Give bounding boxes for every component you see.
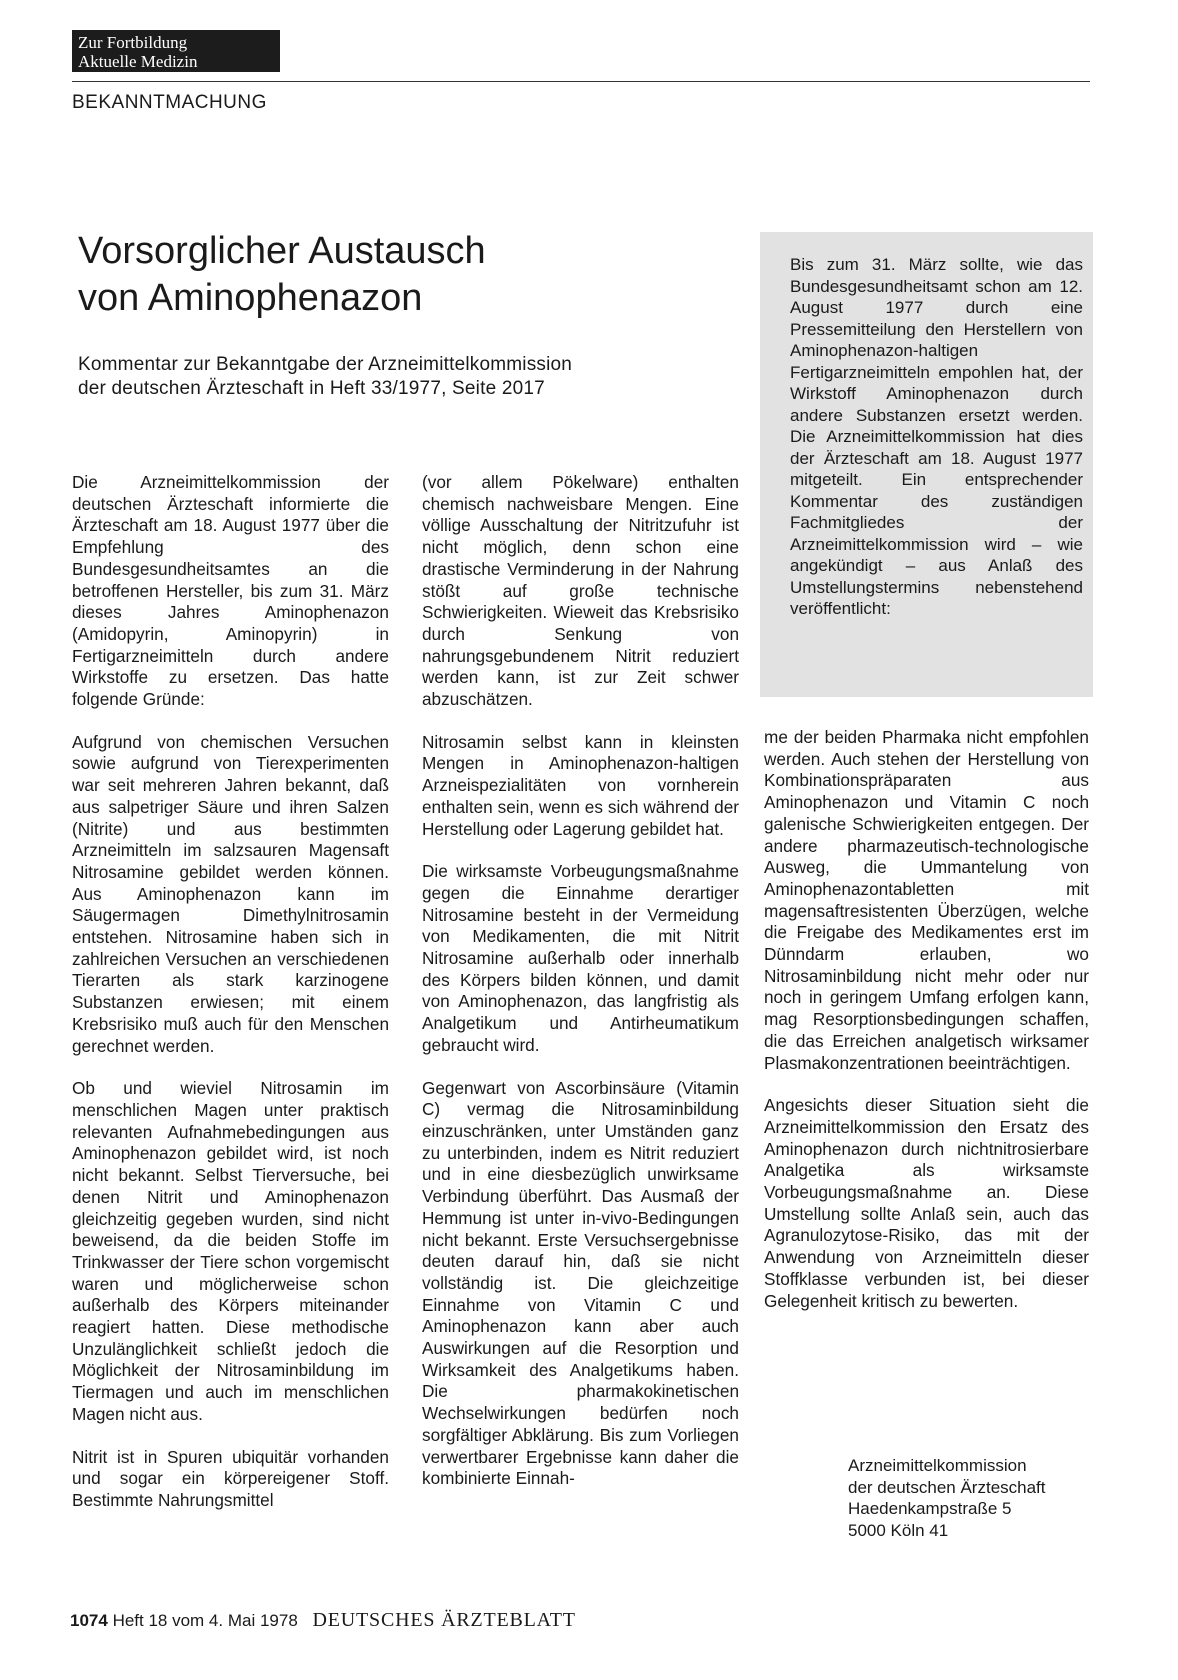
paragraph: Nitrosamin selbst kann in kleinsten Mengen in Aminophenazon-haltigen Arzneispezialitäten von vornherein enthalten sein, wenn es sich während der Herstellung oder Lagerung gebildet hat.: [422, 731, 739, 839]
paragraph: (vor allem Pökelware) enthalten chemisch nachweisbare Mengen. Eine völlige Ausschaltung der Nitritzufuhr ist nicht möglich, denn schon eine drastische Verminderung in der Nahrung stößt auf große technische Schwierigkeiten. Wieweit das Krebsrisiko durch Senkung von nahrungsgebundenem Nitrit reduziert werden kann, ist zur Zeit schwer abzuschätzen.: [422, 472, 739, 710]
paragraph: Gegenwart von Ascorbinsäure (Vitamin C) vermag die Nitrosaminbildung einzuschränken, unter Umständen ganz zu unterbinden, indem es Nitrit reduziert und in eine diesbezüglich unwirksame Verbindung überführt. Das Ausmaß der Hemmung ist unter in-vivo-Bedingungen nicht bekannt. Erste Versuchsergebnisse deuten darauf hin, daß sie nicht vollständig ist. Die gleichzeitige Einnahme von Vitamin C und Aminophenazon kann aber auch Auswirkungen auf die Resorption und Wirksamkeit des Analgetikums haben. Die pharmakokinetischen Wechselwirkungen bedürfen noch sorgfältiger Abklärung. Bis zum Vorliegen verwertbarer Ergebnisse kann daher die kombinierte Einnah-: [422, 1077, 739, 1489]
subtitle-line-2: der deutschen Ärzteschaft in Heft 33/1977, Seite 2017: [78, 378, 545, 399]
paragraph: Aufgrund von chemischen Versuchen sowie aufgrund von Tierexperimenten war seit mehreren Jahren bekannt, daß aus salpetriger Säure und ihren Salzen (Nitrite) und aus bestimmten Arzneimitteln im salzsauren Magensaft Nitrosamine gebildet werden können. Aus Aminophenazon kann im Säugermagen Dimethylnitrosamin entstehen. Nitrosamine haben sich in zahlreichen Versuchen an verschiedenen Tierarten als stark karzinogene Substanzen erwiesen; mit einem Krebsrisiko muß auch für den Menschen gerechnet werden.: [72, 731, 389, 1056]
intro-box: [760, 232, 1093, 697]
paragraph: Die Arzneimittelkommission der deutschen Ärzteschaft informierte die Ärzteschaft am 18. August 1977 über die Empfehlung des Bundesgesundheitsamtes an die betroffenen Hersteller, bis zum 31. März dieses Jahres Aminophenazon (Amidopyrin, Aminopyrin) in Fertigarzneimitteln durch andere Wirkstoffe zu ersetzen. Das hatte folgende Gründe:: [72, 472, 389, 710]
paragraph: Nitrit ist in Spuren ubiquitär vorhanden und sogar ein körpereigener Stoff. Bestimmte Nahrungsmittel: [72, 1446, 389, 1510]
paragraph: Angesichts dieser Situation sieht die Arzneimittelkommission den Ersatz des Aminophenazon durch nichtnitrosierbare Analgetika als wirksamste Vorbeugungsmaßnahme an. Diese Umstellung sollte Anlaß sein, auch das Agranulozytose-Risiko, das mit der Anwendung von Arzneimitteln dieser Stoffklasse verbunden ist, bei dieser Gelegenheit kritisch zu bewerten.: [764, 1095, 1089, 1311]
address-line: der deutschen Ärzteschaft: [848, 1477, 1046, 1497]
category-label-line1: Zur Fortbildung: [78, 33, 188, 52]
header-rule: [72, 81, 1090, 82]
text-column-3: [764, 727, 1089, 1333]
title-line-1: Vorsorglicher Austausch: [78, 230, 486, 272]
paragraph: me der beiden Pharmaka nicht empfohlen werden. Auch stehen der Herstellung von Kombinationspräparaten aus Aminophenazon und Vitamin C noch galenische Schwierigkeiten entgegen. Der andere pharmazeutisch-technologische Ausweg, die Ummantelung von Aminophenazontabletten mit magensaftresistenten Überzügen, welche die Freigabe des Medikamentes erst im Dünndarm erlauben, wo Nitrosaminbildung nicht mehr oder nur noch in geringem Umfang erfolgen kann, mag Resorptionsbedingungen schaffen, die das Erreichen analgetisch wirksamer Plasmakonzentrationen beeinträchtigen.: [764, 727, 1089, 1073]
category-label-line2: Aktuelle Medizin: [78, 52, 198, 71]
category-label: [72, 30, 280, 72]
article-subtitle: [78, 353, 572, 401]
issue-info: Heft 18 vom 4. Mai 1978: [112, 1611, 298, 1630]
section-heading: BEKANNTMACHUNG: [72, 92, 267, 113]
title-line-2: von Aminophenazon: [78, 277, 423, 319]
address-line: Arzneimittelkommission: [848, 1456, 1027, 1475]
page-number: 1074: [70, 1611, 108, 1630]
subtitle-line-1: Kommentar zur Bekanntgabe der Arzneimittelkommission: [78, 354, 573, 375]
article-title: [78, 228, 486, 322]
page-footer: [70, 1609, 576, 1632]
paragraph: Ob und wieviel Nitrosamin im menschlichen Magen unter praktisch relevanten Aufnahmebedingungen aus Aminophenazon gebildet wird, ist noch nicht bekannt. Selbst Tierversuche, bei denen Nitrit und Aminophenazon gleichzeitig gegeben wurden, sind nicht beweisend, da die beiden Stoffe im Trinkwasser der Tiere schon vorgemischt waren und möglicherweise schon außerhalb des Körpers miteinander reagiert hatten. Diese methodische Unzulänglichkeit schließt jedoch die Möglichkeit der Nitrosaminbildung im Tiermagen und auch im menschlichen Magen nicht aus.: [72, 1078, 389, 1424]
text-column-1: [72, 472, 389, 1533]
intro-box-text: Bis zum 31. März sollte, wie das Bundesgesundheitsamt schon am 12. August 1977 durch eine Pressemitteilung den Herstellern von Aminophenazon-haltigen Fertigarzneimitteln empohlen hat, der Wirkstoff Aminophenazon durch andere Substanzen ersetzt werden. Die Arzneimittelkommission hat dies der Ärzteschaft am 18. August 1977 mitgeteilt. Ein entsprechender Kommentar des zuständigen Fachmitgliedes der Arzneimittelkommission wird – wie angekündigt – aus Anlaß des Umstellungstermins nebenstehend veröffentlicht:: [790, 255, 1083, 618]
address-line: Haedenkampstraße 5: [848, 1499, 1012, 1519]
text-column-2: [422, 472, 739, 1511]
address-line: 5000 Köln 41: [848, 1521, 949, 1541]
magazine-name: DEUTSCHES ÄRZTEBLATT: [312, 1609, 576, 1631]
author-address: [848, 1455, 1046, 1542]
paragraph: Die wirksamste Vorbeugungsmaßnahme gegen die Einnahme derartiger Nitrosamine besteht in der Vermeidung von Medikamenten, die mit Nitrit Nitrosamine außerhalb oder innerhalb des Körpers bilden können, und damit von Aminophenazon, das langfristig als Analgetikum und Antirheumatikum gebraucht wird.: [422, 861, 739, 1055]
